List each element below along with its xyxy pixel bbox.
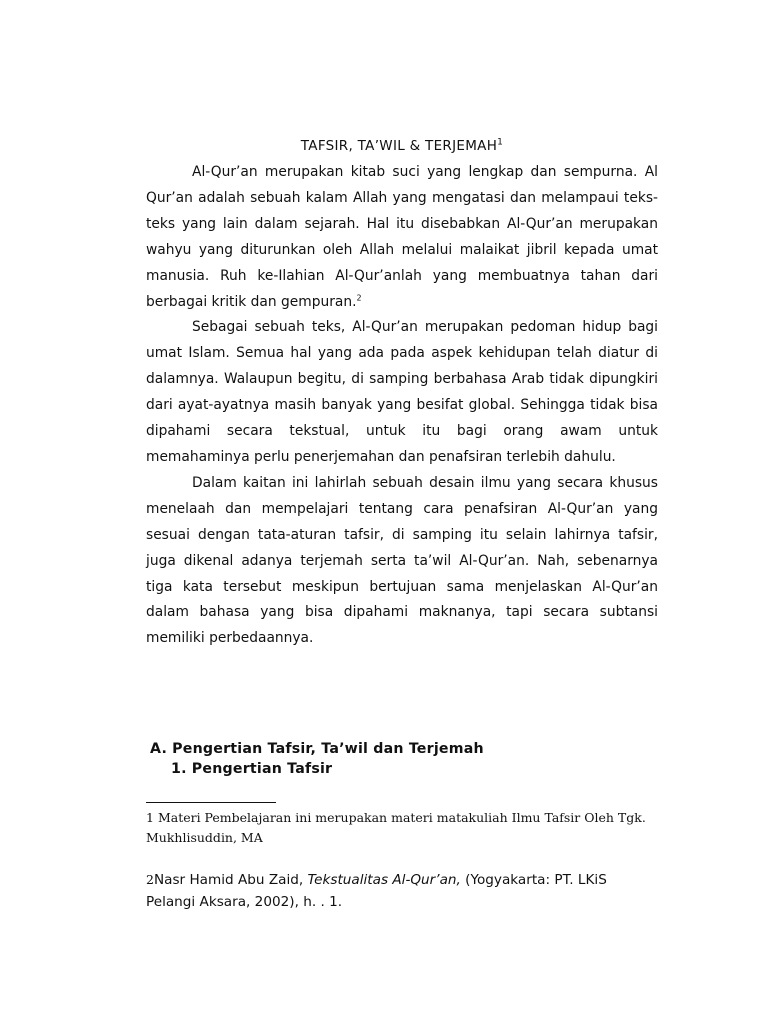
subsection-heading-1: 1. Pengertian Tafsir	[171, 761, 333, 777]
title-text: TAFSIR, TA’WIL & TERJEMAH	[300, 138, 498, 154]
footnote-2-publication: (Yogyakarta: PT. LKiS Pelangi Aksara, 2002), h. . 1.	[146, 872, 607, 910]
body-text	[146, 160, 658, 652]
footnote-2-author: Nasr Hamid Abu Zaid,	[153, 872, 308, 888]
footnote-ref-2[interactable]: 2	[356, 292, 362, 302]
footnote-separator	[146, 802, 276, 803]
document-title	[146, 136, 658, 156]
paragraph-1-text: Al-Qur’an merupakan kitab suci yang lengkap dan sempurna. Al Qur’an adalah sebuah kalam Allah yang mengatasi dan melampaui teks-teks yang lain dalam sejarah. Hal itu disebabkan Al-Qur’an merupakan wahyu yang diturunkan oleh Allah melalui malaikat jibril kepada umat manusia. Ruh ke-Ilahian Al-Qur’anlah yang membuatnya tahan dari berbagai kritik dan gempuran.	[146, 164, 658, 310]
footnote-1-number: 1	[146, 810, 154, 825]
footnote-1-text: Materi Pembelajaran ini merupakan materi matakuliah Ilmu Tafsir Oleh Tgk. Mukhlisuddin, MA	[146, 810, 646, 845]
paragraph-1	[146, 160, 658, 315]
footnote-1	[146, 808, 646, 848]
footnote-2-work: Tekstualitas Al-Qur’an,	[307, 872, 461, 888]
paragraph-3: Dalam kaitan ini lahirlah sebuah desain ilmu yang secara khusus menelaah dan mempelajari tentang cara penafsiran Al-Qur’an yang sesuai dengan tata-aturan tafsir, di samping itu selain lahirnya tafsir, juga dikenal adanya terjemah serta ta’wil Al-Qur’an. Nah, sebenarnya tiga kata tersebut meskipun bertujuan sama menjelaskan Al-Qur’an dalam bahasa yang bisa dipahami maknanya, tapi secara subtansi memiliki perbedaannya.	[146, 474, 658, 647]
section-heading-a: A. Pengertian Tafsir, Ta’wil dan Terjemah	[150, 741, 484, 757]
footnote-2-number: 2	[146, 872, 154, 887]
paragraph-2: Sebagai sebuah teks, Al-Qur’an merupakan pedoman hidup bagi umat Islam. Semua hal yang ada pada aspek kehidupan telah diatur di dalamnya. Walaupun begitu, di samping berbahasa Arab tidak dipungkiri dari ayat-ayatnya masih banyak yang besifat global. Sehingga tidak bisa dipahami secara tekstual, untuk itu bagi orang awam untuk memahaminya perlu penerjemahan dan penafsiran terlebih dahulu.	[146, 319, 658, 465]
footnote-2	[146, 869, 658, 913]
footnote-ref-1[interactable]: 1	[497, 137, 504, 148]
